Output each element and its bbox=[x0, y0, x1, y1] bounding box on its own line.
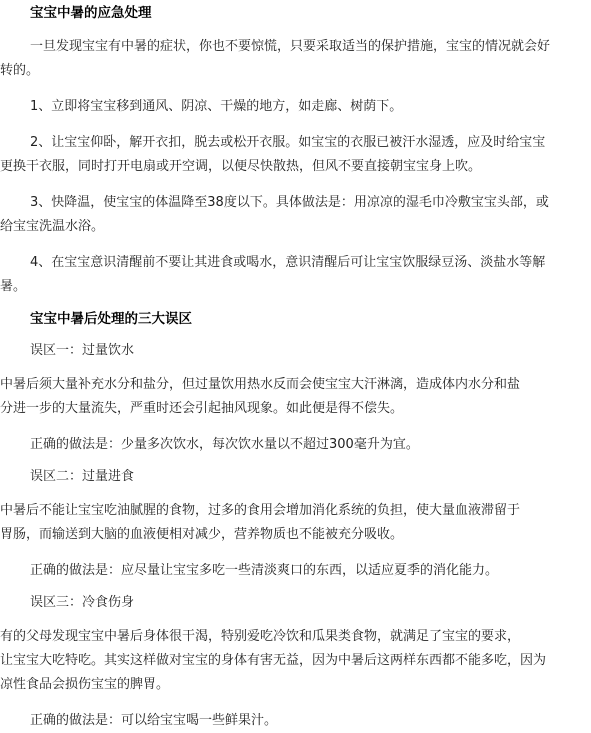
section-title-emergency: 宝宝中暑的应急处理 bbox=[30, 5, 152, 21]
myth-1-title: 误区一：过量饮水 bbox=[30, 343, 135, 358]
step-3-line-2: 给宝宝洗温水浴。 bbox=[0, 219, 105, 234]
myth-1-line-1: 中暑后须大量补充水分和盐分，但过量饮用热水反而会使宝宝大汗淋漓，造成体内水分和盐 bbox=[0, 377, 521, 392]
step-4 bbox=[0, 251, 583, 299]
intro-paragraph bbox=[0, 35, 583, 83]
myth-3-correct: 正确的做法是：可以给宝宝喝一些鲜果汁。 bbox=[30, 713, 278, 728]
myth-3-desc bbox=[0, 625, 583, 697]
myth-1-correct: 正确的做法是：少量多次饮水，每次饮水量以不超过300毫升为宜。 bbox=[30, 437, 419, 452]
step-2-line-2: 更换干衣服，同时打开电扇或开空调，以便尽快散热，但风不要直接朝宝宝身上吹。 bbox=[0, 159, 482, 174]
intro-line-1: 一旦发现宝宝有中暑的症状，你也不要惊慌，只要采取适当的保护措施，宝宝的情况就会好 bbox=[30, 39, 551, 54]
step-4-line-1: 4、在宝宝意识清醒前不要让其进食或喝水，意识清醒后可让宝宝饮服绿豆汤、淡盐水等解 bbox=[30, 255, 546, 270]
myth-2-line-1: 中暑后不能让宝宝吃油腻腥的食物，过多的食用会增加消化系统的负担，使大量血液滞留于 bbox=[0, 503, 521, 518]
myth-1-line-2: 分进一步的大量流失，严重时还会引起抽风现象。如此便是得不偿失。 bbox=[0, 401, 404, 416]
step-2-line-1: 2、让宝宝仰卧，解开衣扣，脱去或松开衣服。如宝宝的衣服已被汗水湿透，应及时给宝宝 bbox=[30, 135, 546, 150]
step-4-line-2: 暑。 bbox=[0, 279, 27, 294]
myth-3-line-1: 有的父母发现宝宝中暑后身体很干渴，特别爱吃冷饮和瓜果类食物，就满足了宝宝的要求， bbox=[0, 629, 521, 644]
myth-2-desc bbox=[0, 499, 583, 547]
myth-3-title: 误区三：冷食伤身 bbox=[30, 595, 135, 610]
step-3 bbox=[0, 191, 583, 239]
intro-line-2: 转的。 bbox=[0, 63, 40, 78]
myth-1-desc bbox=[0, 373, 583, 421]
myth-2-line-2: 胃肠，而输送到大脑的血液便相对减少，营养物质也不能被充分吸收。 bbox=[0, 527, 404, 542]
myth-2-title: 误区二：过量进食 bbox=[30, 469, 135, 484]
step-3-line-1: 3、快降温，使宝宝的体温降至38度以下。具体做法是：用凉凉的湿毛巾冷敷宝宝头部，或 bbox=[30, 195, 549, 210]
step-2 bbox=[0, 131, 583, 179]
step-1: 1、立即将宝宝移到通风、阴凉、干燥的地方，如走廊、树荫下。 bbox=[30, 99, 403, 114]
myth-3-line-2: 让宝宝大吃特吃。其实这样做对宝宝的身体有害无益，因为中暑后这两样东西都不能多吃，因为 bbox=[0, 653, 547, 668]
myth-3-line-3: 凉性食品会损伤宝宝的脾胃。 bbox=[0, 677, 170, 692]
section-title-myths: 宝宝中暑后处理的三大误区 bbox=[30, 311, 192, 327]
myth-2-correct: 正确的做法是：应尽量让宝宝多吃一些清淡爽口的东西，以适应夏季的消化能力。 bbox=[30, 563, 499, 578]
